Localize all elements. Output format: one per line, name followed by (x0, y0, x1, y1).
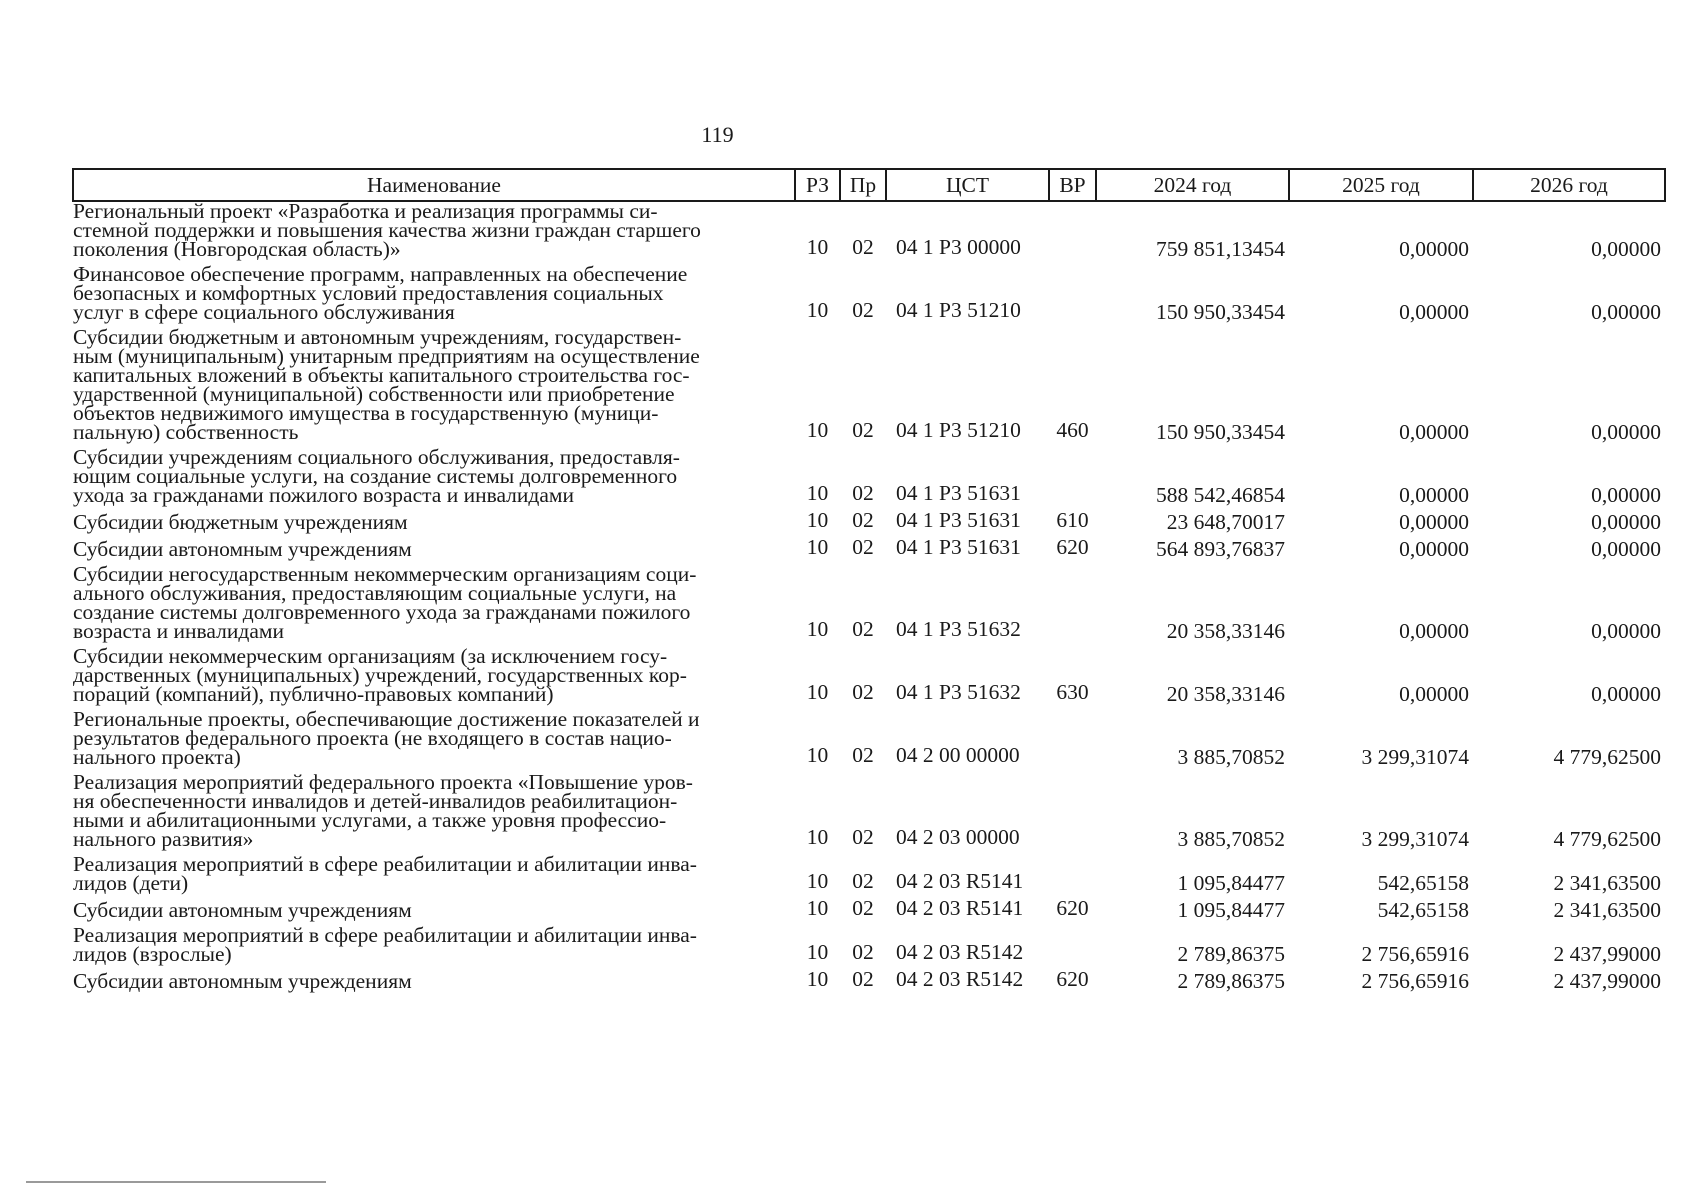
name-line: нального развития» (73, 827, 254, 851)
cell-rz: 10 (806, 418, 829, 442)
header-2026: 2026 год (1473, 169, 1665, 201)
name-line: Субсидии автономным учреждениям (73, 969, 412, 993)
name-line: лидов (взрослые) (73, 942, 232, 966)
cell-name (73, 770, 795, 851)
cell-vr (1049, 855, 1096, 893)
cell-cst: 04 1 Р3 51632 (896, 680, 1021, 704)
header-pr: Пр (840, 169, 886, 201)
cell-2025: 0,00000 (1399, 420, 1469, 444)
cell-2026: 4 779,62500 (1553, 745, 1661, 769)
cell-2026: 2 437,99000 (1553, 969, 1661, 993)
cell-pr: 02 (852, 967, 874, 991)
name-line: Финансовое обеспечение программ, направленных на обеспечение (73, 262, 688, 286)
cell-rz: 10 (806, 825, 829, 849)
header-name: Наименование (73, 169, 795, 201)
cell-name (73, 970, 795, 991)
cell-2024: 1 095,84477 (1177, 898, 1285, 922)
cell-2025: 3 299,31074 (1361, 827, 1469, 851)
cell-name (73, 325, 795, 444)
name-line: ными и абилитационными услугами, а также уровня профессио- (73, 808, 667, 832)
name-line: Реализация мероприятий в сфере реабилитации и абилитации инва- (73, 923, 697, 947)
cell-cst: 04 1 Р3 51210 (896, 298, 1021, 322)
name-line: ударственной (муниципальной) собственности или приобретение (73, 382, 675, 406)
name-line: Субсидии автономным учреждениям (73, 898, 412, 922)
cell-vr (1049, 448, 1096, 505)
cell-cst: 04 1 Р3 00000 (896, 235, 1021, 259)
cell-2024: 1 095,84477 (1177, 871, 1285, 895)
cell-rz: 10 (806, 535, 829, 559)
header-rz: РЗ (795, 169, 840, 201)
cell-rz: 10 (806, 869, 829, 893)
table-row (73, 710, 1665, 767)
cell-pr: 02 (852, 298, 874, 322)
cell-rz: 10 (806, 896, 829, 920)
cell-2024: 564 893,76837 (1156, 537, 1285, 561)
cell-2026: 0,00000 (1591, 510, 1661, 534)
cell-name (73, 899, 795, 920)
cell-pr: 02 (852, 617, 874, 641)
name-line: Региональный проект «Разработка и реализация программы си- (73, 199, 658, 223)
name-line: объектов недвижимого имущества в государственную (муници- (73, 401, 659, 425)
name-line: Реализация мероприятий в сфере реабилитации и абилитации инва- (73, 852, 697, 876)
cell-2025: 542,65158 (1377, 871, 1469, 895)
table-row (73, 538, 1665, 559)
footnote-divider (26, 1181, 326, 1183)
cell-cst: 04 1 Р3 51210 (896, 418, 1021, 442)
cell-rz: 10 (806, 298, 829, 322)
cell-name (73, 262, 795, 324)
table-row (73, 565, 1665, 641)
cell-pr: 02 (852, 825, 874, 849)
cell-name (73, 511, 795, 532)
cell-name (73, 562, 795, 643)
cell-cst: 04 2 03 R5141 (896, 869, 1024, 893)
cell-2026: 0,00000 (1591, 300, 1661, 324)
cell-2024: 23 648,70017 (1166, 510, 1285, 534)
cell-vr (1049, 773, 1096, 849)
name-line: результатов федерального проекта (не входящего в состав нацио- (73, 726, 672, 750)
cell-2025: 2 756,65916 (1361, 942, 1469, 966)
cell-pr: 02 (852, 235, 874, 259)
table-row (73, 773, 1665, 849)
name-line: стемной поддержки и повышения качества жизни граждан старшего (73, 218, 701, 242)
cell-pr: 02 (852, 869, 874, 893)
cell-2025: 0,00000 (1399, 682, 1469, 706)
cell-2025: 0,00000 (1399, 237, 1469, 261)
cell-cst: 04 2 03 R5141 (896, 896, 1024, 920)
cell-vr: 460 (1056, 418, 1089, 442)
cell-2024: 150 950,33454 (1156, 300, 1285, 324)
table-row (73, 201, 1665, 259)
cell-2025: 0,00000 (1399, 537, 1469, 561)
cell-cst: 04 1 Р3 51632 (896, 617, 1021, 641)
cell-2025: 0,00000 (1399, 510, 1469, 534)
cell-2025: 3 299,31074 (1361, 745, 1469, 769)
name-line: Субсидии учреждениям социального обслуживания, предоставля- (73, 445, 680, 469)
cell-vr (1049, 926, 1096, 964)
cell-2024: 588 542,46854 (1156, 483, 1285, 507)
cell-name (73, 852, 795, 895)
name-line: дарственных (муниципальных) учреждений, государственных кор- (73, 663, 687, 687)
name-line: создание системы долговременного ухода за гражданами пожилого (73, 600, 691, 624)
cell-2025: 0,00000 (1399, 483, 1469, 507)
cell-2026: 2 341,63500 (1553, 871, 1661, 895)
name-line: Региональные проекты, обеспечивающие достижение показателей и (73, 707, 700, 731)
cell-2024: 20 358,33146 (1166, 619, 1285, 643)
cell-name (73, 445, 795, 507)
cell-2026: 2 341,63500 (1553, 898, 1661, 922)
cell-pr: 02 (852, 680, 874, 704)
name-line: ня обеспеченности инвалидов и детей-инвалидов реабилитацион- (73, 789, 678, 813)
page-number: 119 (701, 122, 734, 147)
header-cst: ЦСТ (886, 169, 1049, 201)
cell-rz: 10 (806, 481, 829, 505)
table-row (73, 926, 1665, 964)
cell-2026: 0,00000 (1591, 420, 1661, 444)
table-row (73, 899, 1665, 920)
table-row (73, 511, 1665, 532)
cell-2024: 2 789,86375 (1177, 969, 1285, 993)
cell-name (73, 201, 795, 259)
name-line: нального проекта) (73, 745, 241, 769)
cell-vr (1049, 201, 1096, 259)
cell-2024: 150 950,33454 (1156, 420, 1285, 444)
cell-cst: 04 2 03 00000 (896, 825, 1020, 849)
header-2025: 2025 год (1289, 169, 1473, 201)
cell-pr: 02 (852, 481, 874, 505)
cell-2026: 2 437,99000 (1553, 942, 1661, 966)
cell-vr (1049, 710, 1096, 767)
cell-cst: 04 1 Р3 51631 (896, 535, 1021, 559)
name-line: ющим социальные услуги, на создание системы долговременного (73, 464, 678, 488)
name-line: ального обслуживания, предоставляющим социальные услуги, на (73, 581, 677, 605)
cell-2024: 3 885,70852 (1177, 827, 1285, 851)
cell-2024: 20 358,33146 (1166, 682, 1285, 706)
cell-2025: 0,00000 (1399, 300, 1469, 324)
cell-rz: 10 (806, 743, 829, 767)
name-line: пораций (компаний), публично-правовых компаний) (73, 682, 554, 706)
cell-rz: 10 (806, 235, 829, 259)
cell-cst: 04 1 Р3 51631 (896, 508, 1021, 532)
cell-rz: 10 (806, 940, 829, 964)
cell-2024: 3 885,70852 (1177, 745, 1285, 769)
cell-vr: 610 (1056, 508, 1089, 532)
cell-cst: 04 2 03 R5142 (896, 940, 1024, 964)
name-line: Субсидии бюджетным и автономным учреждениям, государствен- (73, 325, 682, 349)
cell-2026: 0,00000 (1591, 237, 1661, 261)
table-row (73, 970, 1665, 991)
name-line: капитальных вложений в объекты капитального строительства гос- (73, 363, 690, 387)
cell-vr (1049, 565, 1096, 641)
name-line: безопасных и комфортных условий предоставления социальных (73, 281, 664, 305)
name-line: ным (муниципальным) унитарным предприятиям на осуществление (73, 344, 700, 368)
cell-pr: 02 (852, 418, 874, 442)
cell-pr: 02 (852, 743, 874, 767)
name-line: лидов (дети) (73, 871, 189, 895)
cell-2026: 0,00000 (1591, 619, 1661, 643)
cell-name (73, 644, 795, 706)
cell-rz: 10 (806, 967, 829, 991)
cell-2026: 0,00000 (1591, 682, 1661, 706)
cell-2024: 759 851,13454 (1156, 237, 1285, 261)
name-line: Субсидии некоммерческим организациям (за исключением госу- (73, 644, 668, 668)
name-line: Субсидии бюджетным учреждениям (73, 510, 408, 534)
cell-vr: 620 (1056, 967, 1089, 991)
name-line: возраста и инвалидами (73, 619, 284, 643)
name-line: Субсидии автономным учреждениям (73, 537, 412, 561)
cell-cst: 04 1 Р3 51631 (896, 481, 1021, 505)
table-row (73, 448, 1665, 505)
name-line: ухода за гражданами пожилого возраста и инвалидами (73, 483, 575, 507)
cell-rz: 10 (806, 508, 829, 532)
table-row (73, 647, 1665, 704)
cell-cst: 04 2 03 R5142 (896, 967, 1024, 991)
cell-2026: 0,00000 (1591, 483, 1661, 507)
cell-rz: 10 (806, 680, 829, 704)
cell-name (73, 538, 795, 559)
budget-table (72, 168, 1666, 997)
name-line: услуг в сфере социального обслуживания (73, 300, 455, 324)
cell-rz: 10 (806, 617, 829, 641)
table-body (73, 201, 1665, 997)
cell-vr (1049, 265, 1096, 322)
cell-2025: 542,65158 (1377, 898, 1469, 922)
cell-pr: 02 (852, 896, 874, 920)
name-line: Реализация мероприятий федерального проекта «Повышение уров- (73, 770, 693, 794)
cell-vr: 620 (1056, 535, 1089, 559)
name-line: Субсидии негосударственным некоммерческим организациям соци- (73, 562, 697, 586)
table-row (73, 855, 1665, 893)
table-row (73, 265, 1665, 322)
cell-pr: 02 (852, 508, 874, 532)
cell-name (73, 707, 795, 769)
cell-name (73, 923, 795, 966)
cell-2024: 2 789,86375 (1177, 942, 1285, 966)
cell-pr: 02 (852, 940, 874, 964)
table-header (73, 169, 1665, 201)
name-line: пальную) собственность (73, 420, 299, 444)
cell-2026: 4 779,62500 (1553, 827, 1661, 851)
cell-2025: 2 756,65916 (1361, 969, 1469, 993)
cell-2026: 0,00000 (1591, 537, 1661, 561)
table-row (73, 328, 1665, 442)
cell-vr: 620 (1056, 896, 1089, 920)
cell-2025: 0,00000 (1399, 619, 1469, 643)
cell-cst: 04 2 00 00000 (896, 743, 1020, 767)
header-vr: ВР (1049, 169, 1096, 201)
header-2024: 2024 год (1096, 169, 1289, 201)
cell-vr: 630 (1056, 680, 1089, 704)
name-line: поколения (Новгородская область)» (73, 237, 401, 261)
cell-pr: 02 (852, 535, 874, 559)
